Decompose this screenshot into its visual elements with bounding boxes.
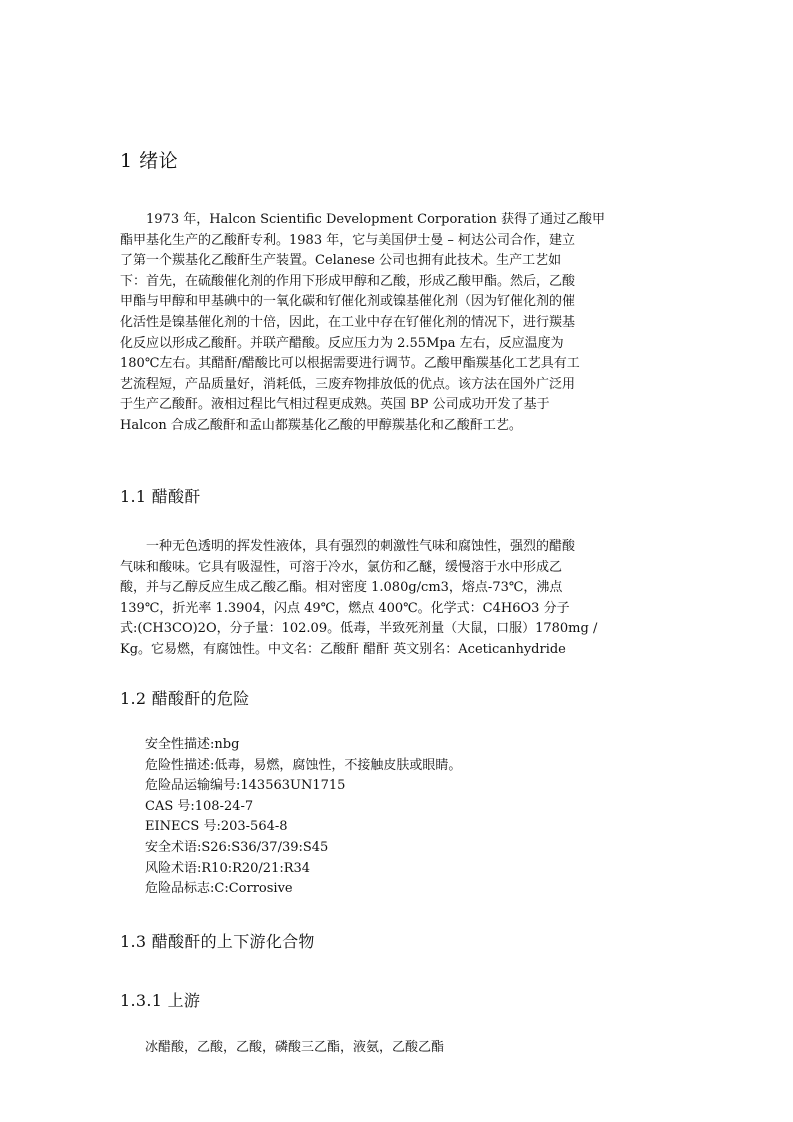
paragraph-line: 180℃左右。其醋酐/醋酸比可以根据需要进行调节。乙酸甲酯羰基化工艺具有工 bbox=[120, 356, 580, 372]
paragraph-line: Kg。它易燃，有腐蚀性。中文名：乙酸酐 醋酐 英文别名：Aceticanhydride bbox=[120, 641, 566, 657]
upstream-text: 冰醋酸，乙酸，乙酸，磷酸三乙酯，液氨，乙酸乙酯 bbox=[145, 1040, 445, 1055]
paragraph-line: 气味和酸味。它具有吸湿性，可溶于冷水，氯仿和乙醚，缓慢溶于水中形成乙 bbox=[120, 559, 563, 575]
list-item: 安全性描述:nbg bbox=[145, 737, 240, 752]
list-item: 风险术语:R10:R20/21:R34 bbox=[145, 860, 311, 876]
section-heading-1-1: 1.1 醋酸酐 bbox=[120, 487, 201, 506]
paragraph-line: 酸，并与乙醇反应生成乙酸乙酯。相对密度 1.080g/cm3，熔点-73℃，沸点 bbox=[120, 580, 563, 596]
paragraph-line: 1973 年，Halcon Scientific Development Corporation 获得了通过乙酸甲 bbox=[120, 212, 605, 227]
section-heading-1-2: 1.2 醋酸酐的危险 bbox=[120, 689, 250, 708]
chapter-heading: 1 绪论 bbox=[120, 150, 179, 172]
list-item: 危险性描述:低毒，易燃，腐蚀性，不接触皮肤或眼睛。 bbox=[145, 757, 462, 773]
intro-paragraph bbox=[120, 210, 680, 437]
section-heading-1-3: 1.3 醋酸酐的上下游化合物 bbox=[120, 932, 315, 951]
upstream-compounds bbox=[145, 1038, 444, 1059]
section-heading-1-3-1: 1.3.1 上游 bbox=[120, 991, 201, 1010]
paragraph-line: 于生产乙酸酐。液相过程比气相过程更成熟。英国 BP 公司成功开发了基于 bbox=[120, 397, 550, 413]
paragraph-line: 化反应以形成乙酸酐。并联产醋酸。反应压力为 2.55Mpa 左右，反应温度为 bbox=[120, 335, 564, 351]
list-item: CAS 号:108-24-7 bbox=[145, 798, 254, 814]
list-item: EINECS 号:203-564-8 bbox=[145, 819, 288, 835]
hazard-info-list bbox=[145, 735, 461, 900]
paragraph-line: 酯甲基化生产的乙酸酐专利。1983 年，它与美国伊士曼 – 柯达公司合作，建立 bbox=[120, 232, 575, 248]
paragraph-line: 一种无色透明的挥发性液体，具有强烈的刺激性气味和腐蚀性，强烈的醋酸 bbox=[120, 539, 576, 554]
paragraph-line: 139℃，折光率 1.3904，闪点 49℃，燃点 400℃。化学式：C4H6O3 分子 bbox=[120, 600, 570, 616]
paragraph-line: 艺流程短，产品质量好，消耗低，三废弃物排放低的优点。该方法在国外广泛用 bbox=[120, 376, 576, 392]
list-item: 安全术语:S26:S36/37/39:S45 bbox=[145, 839, 329, 855]
paragraph-line: 式:(CH3CO)2O，分子量：102.09。低毒，半致死剂量（大鼠，口服）1780mg / bbox=[120, 621, 598, 637]
paragraph-line: 下：首先，在硫酸催化剂的作用下形成甲醇和乙酸，形成乙酸甲酯。然后，乙酸 bbox=[120, 273, 576, 289]
paragraph-line: 化活性是镍基催化剂的十倍，因此，在工业中存在钌催化剂的情况下，进行羰基 bbox=[120, 314, 576, 330]
paragraph-line: 甲酯与甲醇和甲基碘中的一氧化碳和钌催化剂或镍基催化剂（因为钌催化剂的催 bbox=[120, 294, 576, 310]
paragraph-line: 了第一个羰基化乙酸酐生产装置。Celanese 公司也拥有此技术。生产工艺如 bbox=[120, 253, 562, 269]
list-item: 危险品运输编号:143563UN1715 bbox=[145, 778, 346, 794]
paragraph-line: Halcon 合成乙酸酐和孟山都羰基化乙酸的甲醇羰基化和乙酸酐工艺。 bbox=[120, 417, 522, 433]
list-item: 危险品标志:C:Corrosive bbox=[145, 881, 293, 897]
section-1-1-paragraph bbox=[120, 537, 680, 661]
